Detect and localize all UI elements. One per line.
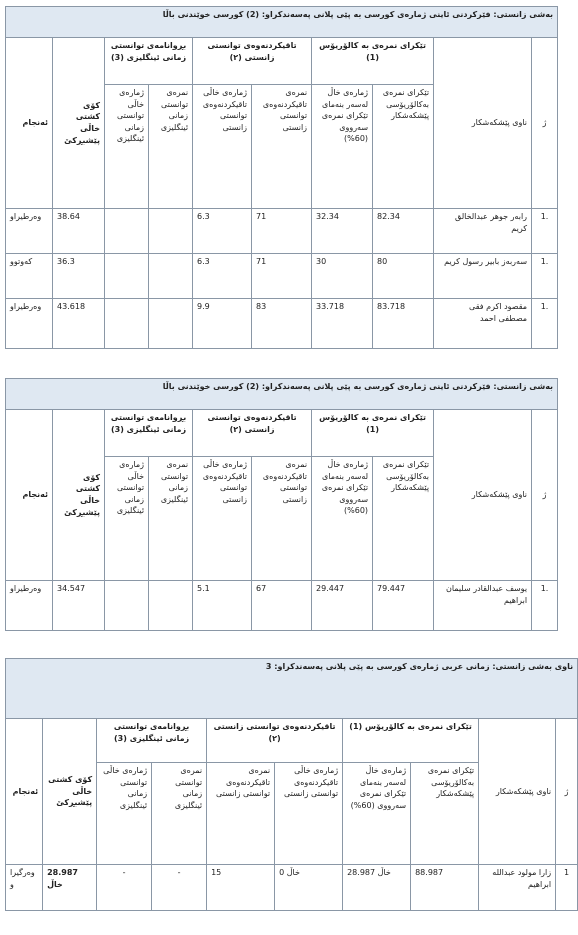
table-row (6, 209, 558, 254)
col-english-score: نمرەی توانستی زمانی ئینگلیزی (152, 763, 207, 865)
group-bachelor-header: تێکرای نمرەی بە کالۆریۆس (1) (343, 719, 479, 763)
science-score: 83 (252, 299, 312, 349)
col-total-header: کۆی کشتی خاڵی پێشبڕکێ (43, 719, 97, 865)
total-points: 28.987 خاڵ (43, 865, 97, 911)
group-science-header: تاقیکردنەوەی توانستی زانستی (٢) (207, 719, 343, 763)
col-science-points: ژمارەی خاڵی تاقیکردنەوەی توانستی زانستی (275, 763, 343, 865)
english-score: - (152, 865, 207, 911)
applicant-name: زارا مولود عبدالله ابراهیم (479, 865, 556, 911)
science-score: 71 (252, 254, 312, 299)
group-science-header: تاقیکردنەوەی توانستی زانستی (٢) (193, 410, 312, 457)
science-score: 67 (252, 581, 312, 631)
row-index: 1. (532, 209, 558, 254)
applicant-name: رابەر جوهر عبدالخالق کریم (434, 209, 532, 254)
col-science-points: ژمارەی خاڵی تاقیکردنەوەی توانستی زانستی (193, 85, 252, 209)
total-points: 34.547 (53, 581, 105, 631)
applicant-name: مقصود اکرم فقی مصطفی احمد (434, 299, 532, 349)
english-score (149, 254, 193, 299)
results-table-2 (5, 378, 558, 631)
col-total-header: کۆی کشتی خاڵی پێشبڕکێ (53, 410, 105, 581)
result: وەرطیراو (6, 299, 53, 349)
bachelor-points: 33.718 (312, 299, 373, 349)
col-result-header: ئەنجام (6, 410, 53, 581)
english-score (149, 299, 193, 349)
applicant-name: یوسف عبدالقادر سلیمان ابراهیم (434, 581, 532, 631)
col-index-header: ژ (532, 410, 558, 581)
science-points: 6.3 (193, 254, 252, 299)
bachelor-points: 28.987 خاڵ (343, 865, 411, 911)
col-name-header: ناوی پێشکەشکار (479, 719, 556, 865)
group-english-header: بڕوانامەی توانستی زمانی ئینگلیزی (3) (97, 719, 207, 763)
applicant-name: سەربەز بابیر رسول کریم (434, 254, 532, 299)
group-english-header: بڕوانامەی توانستی زمانی ئینگلیزی (3) (105, 410, 193, 457)
bachelor-points: 32.34 (312, 209, 373, 254)
science-points: 0 خاڵ (275, 865, 343, 911)
row-index: 1. (532, 581, 558, 631)
results-table-1 (5, 6, 558, 349)
table-row (6, 299, 558, 349)
col-bachelor-points: ژمارەی خاڵ لەسەر بنەمای تێکرای نمرەی سەرووی (60%) (312, 457, 373, 581)
bachelor-average: 79.447 (373, 581, 434, 631)
science-points: 9.9 (193, 299, 252, 349)
science-score: 71 (252, 209, 312, 254)
col-bachelor-points: ژمارەی خاڵ لەسەر بنەمای تێکرای نمرەی سەرووی (60%) (312, 85, 373, 209)
science-points: 5.1 (193, 581, 252, 631)
col-name-header: ناوی پێشکەشکار (434, 38, 532, 209)
col-science-score: نمرەی تاقیکردنەوەی توانستی زانستی (252, 85, 312, 209)
col-english-points: ژمارەی خاڵی توانستی زمانی ئینگلیزی (105, 85, 149, 209)
english-score (149, 581, 193, 631)
col-bachelor-average: تێکرای نمرەی بەکالۆریۆسی پێشکەشکار (373, 457, 434, 581)
bachelor-average: 82.34 (373, 209, 434, 254)
row-index: 1. (532, 299, 558, 349)
table-row (6, 581, 558, 631)
col-science-score: نمرەی تاقیکردنەوەی توانستی زانستی (207, 763, 275, 865)
result: کەوتوو (6, 254, 53, 299)
bachelor-points: 29.447 (312, 581, 373, 631)
col-result-header: ئەنجام (6, 38, 53, 209)
bachelor-average: 83.718 (373, 299, 434, 349)
science-points: 6.3 (193, 209, 252, 254)
total-points: 43.618 (53, 299, 105, 349)
col-index-header: ژ (532, 38, 558, 209)
group-bachelor-header: تێکرای نمرەی بە کالۆریۆس (1) (312, 410, 434, 457)
english-score (149, 209, 193, 254)
col-index-header: ژ (556, 719, 578, 865)
result: وەرطیراو (6, 209, 53, 254)
total-points: 38.64 (53, 209, 105, 254)
col-science-points: ژمارەی خاڵی تاقیکردنەوەی توانستی زانستی (193, 457, 252, 581)
english-points (105, 254, 149, 299)
english-points (105, 299, 149, 349)
group-bachelor-header: تێکرای نمرەی بە کالۆریۆس (1) (312, 38, 434, 85)
english-points (105, 209, 149, 254)
table-3-header: ناوی بەشی زانستی: زمانی عربی ژمارەی کورسی بە پێی پلانی پەسەندکراو: 3 (6, 659, 578, 719)
results-table-3 (5, 658, 578, 911)
col-bachelor-average: تێکرای نمرەی بەکالۆریۆسی پێشکەشکار (411, 763, 479, 865)
bachelor-average: 80 (373, 254, 434, 299)
total-points: 36.3 (53, 254, 105, 299)
row-index: 1. (532, 254, 558, 299)
col-total-header: کۆی کشتی خاڵی پێشبڕکێ (53, 38, 105, 209)
col-science-score: نمرەی تاقیکردنەوەی توانستی زانستی (252, 457, 312, 581)
bachelor-points: 30 (312, 254, 373, 299)
col-name-header: ناوی پێشکەشکار (434, 410, 532, 581)
result: وەرگیراو (6, 865, 43, 911)
col-bachelor-points: ژمارەی خاڵ لەسەر بنەمای تێکرای نمرەی سەرووی (60%) (343, 763, 411, 865)
science-score: 15 (207, 865, 275, 911)
group-science-header: تاقیکردنەوەی توانستی زانستی (٢) (193, 38, 312, 85)
result: وەرطیراو (6, 581, 53, 631)
bachelor-average: 88.987 (411, 865, 479, 911)
table-2-header: بەشی زانستی: فێرکردنی ئاینی ژمارەی کورسی بە پێی پلانی پەسەندکراو: (2) کورسی خوێندنی باڵا (6, 379, 558, 410)
col-english-points: ژمارەی خاڵی توانستی زمانی ئینگلیزی (97, 763, 152, 865)
col-english-score: نمرەی توانستی زمانی ئینگلیزی (149, 457, 193, 581)
table-1-header: بەشی زانستی: فێرکردنی ئاینی ژمارەی کورسی بە پێی پلانی پەسەندکراو: (2) کورسی خوێندنی باڵا (6, 7, 558, 38)
table-row (6, 254, 558, 299)
col-english-points: ژمارەی خاڵی توانستی زمانی ئینگلیزی (105, 457, 149, 581)
col-bachelor-average: تێکرای نمرەی بەکالۆریۆسی پێشکەشکار (373, 85, 434, 209)
english-points (105, 581, 149, 631)
group-english-header: بڕوانامەی توانستی زمانی ئینگلیزی (3) (105, 38, 193, 85)
col-result-header: ئەنجام (6, 719, 43, 865)
row-index: 1 (556, 865, 578, 911)
table-row (6, 865, 578, 911)
english-points: - (97, 865, 152, 911)
col-english-score: نمرەی توانستی زمانی ئینگلیزی (149, 85, 193, 209)
